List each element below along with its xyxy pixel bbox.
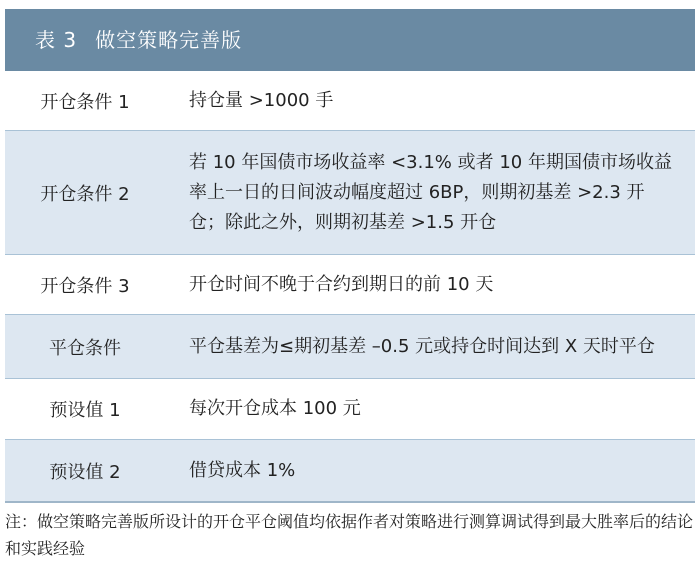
table-row (5, 255, 695, 315)
row-label: 开仓条件 2 (40, 183, 130, 205)
strategy-table (5, 71, 695, 503)
row-label: 开仓条件 1 (40, 91, 130, 113)
row-label: 开仓条件 3 (40, 275, 130, 297)
table-row (5, 131, 695, 255)
row-value: 开仓时间不晚于合约到期日的前 10 天 (189, 273, 494, 295)
row-value: 平仓基差为≤期初基差 –0.5 元或持仓时间达到 X 天时平仓 (189, 335, 655, 357)
table-footnote: 注：做空策略完善版所设计的开仓平仓阈值均依据作者对策略进行测算调试得到最大胜率后的结论和实践经验 (5, 512, 694, 558)
table-row (5, 440, 695, 503)
table-title-bar (5, 9, 695, 71)
table-number: 表 3 (35, 28, 78, 52)
row-label: 预设值 1 (49, 400, 121, 421)
table-title: 做空策略完善版 (95, 28, 243, 52)
table-row (5, 71, 695, 131)
row-label: 预设值 2 (49, 461, 121, 483)
table-row (5, 315, 695, 379)
row-value: 每次开仓成本 100 元 (189, 398, 361, 419)
row-value: 若 10 年国债市场收益率 <3.1% 或者 10 年期国债市场收益率上一日的日间波动幅度超过 6BP，则期初基差 >2.3 开仓；除此之外，则期初基差 >1.5 开仓 (189, 151, 672, 233)
row-value: 借贷成本 1% (189, 459, 296, 481)
row-label: 平仓条件 (49, 337, 121, 359)
row-value: 持仓量 >1000 手 (189, 89, 334, 111)
table-row (5, 379, 695, 440)
